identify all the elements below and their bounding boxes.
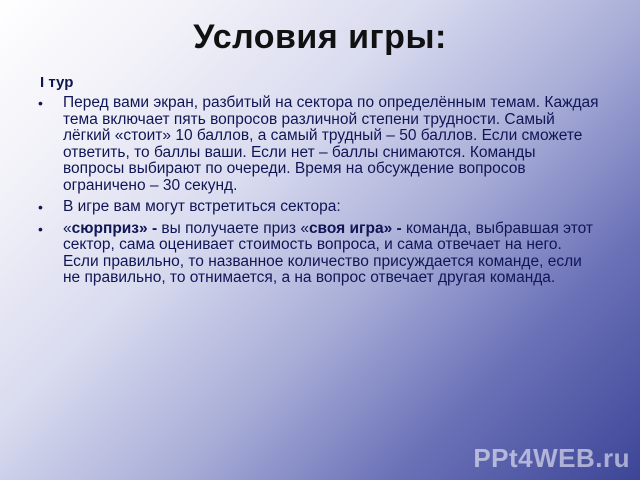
quote-open: « — [300, 219, 309, 237]
list-item — [38, 221, 600, 287]
rule-text: вы получаете приз — [157, 219, 301, 237]
list-item — [38, 95, 600, 194]
list-item — [38, 199, 600, 216]
bullet-icon: • — [38, 220, 43, 237]
bullet-icon: • — [38, 95, 43, 111]
round-label: I тур — [40, 74, 74, 91]
rule-text: Перед вами экран, разбитый на сектора по определённым темам. Каждая тема включает пять вопросов различной степени трудности. Самый лёгкий «стоит» 10 баллов, а самый трудный – 50 баллов. Если сможете ответить, то баллы ваши. Если нет – баллы снимаются. Команды вопросы выбирают по очереди. Время на обсуждение вопросов ограничено – 30 секунд. — [63, 94, 599, 194]
quote-open: « — [63, 219, 72, 237]
slide-title: Условия игры: — [193, 18, 447, 56]
term-own-game: своя игра» - — [308, 219, 402, 237]
rules-list — [38, 95, 600, 292]
rule-text: команда, выбравшая этот сектор, сама оценивает стоимость вопроса, и сама отвечает на него. Если правильно, то названное количество присуждается команде, если не правильно, то отнимается, а на вопрос отвечает другая команда. — [63, 219, 594, 286]
watermark: PPt4WEB.ru — [473, 443, 630, 473]
term-surprise: сюрприз» - — [71, 219, 158, 237]
bullet-icon: • — [38, 199, 43, 215]
rule-text: В игре вам могут встретиться сектора: — [63, 198, 341, 215]
